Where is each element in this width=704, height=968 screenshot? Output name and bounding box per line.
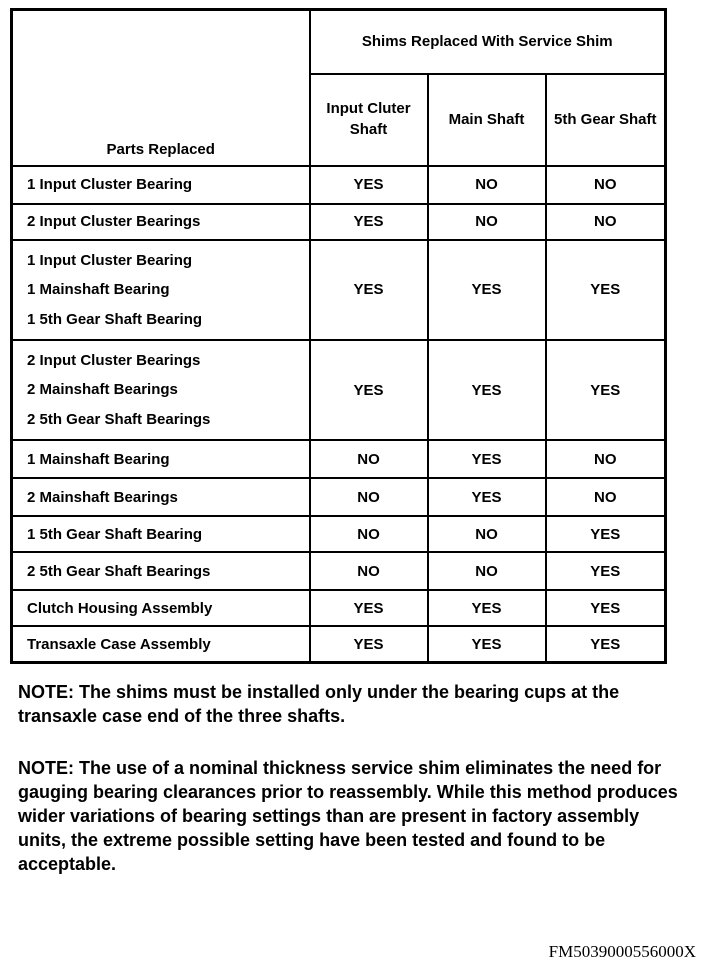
part-line: Transaxle Case Assembly	[27, 635, 211, 653]
part-line: 2 Input Cluster Bearings	[27, 352, 201, 370]
table-row	[12, 552, 666, 590]
shim-value-cell: NO	[428, 204, 546, 240]
parts-replaced-cell	[12, 340, 310, 440]
part-line: 1 Mainshaft Bearing	[27, 281, 170, 299]
parts-replaced-cell	[12, 166, 310, 204]
shim-value-cell: YES	[546, 626, 666, 662]
shim-value-cell: YES	[428, 590, 546, 626]
table-row	[12, 440, 666, 478]
shim-value-cell: YES	[546, 552, 666, 590]
table-row	[12, 516, 666, 552]
part-line: 1 Input Cluster Bearing	[27, 176, 193, 194]
shim-value-cell: NO	[546, 440, 666, 478]
shim-value-cell: NO	[428, 166, 546, 204]
parts-replaced-cell	[12, 552, 310, 590]
shim-value-cell: NO	[310, 552, 428, 590]
part-line: 1 5th Gear Shaft Bearing	[27, 310, 203, 328]
shim-value-cell: YES	[310, 204, 428, 240]
column-header-main-shaft: Main Shaft	[428, 74, 546, 166]
table-row	[12, 340, 666, 440]
shim-value-cell: YES	[428, 240, 546, 340]
table-row	[12, 204, 666, 240]
parts-replaced-cell	[12, 440, 310, 478]
shim-replacement-table	[10, 8, 667, 664]
parts-replaced-cell	[12, 478, 310, 516]
shim-value-cell: YES	[546, 340, 666, 440]
shim-value-cell: YES	[310, 240, 428, 340]
shim-value-cell: YES	[428, 340, 546, 440]
shim-value-cell: NO	[428, 516, 546, 552]
note-shim-location: NOTE: The shims must be installed only under the bearing cups at the transaxle case end of the three shafts.	[18, 682, 620, 727]
parts-replaced-header: Parts Replaced	[12, 10, 310, 166]
shim-value-cell: NO	[310, 516, 428, 552]
note-nominal-shim: NOTE: The use of a nominal thickness service shim eliminates the need for gauging bearing clearances prior to reassembly. While this method produces wider variations of bearing settings than are present in factory assembly units, the extreme possible setting have been tested and found to be acceptable.	[18, 758, 678, 875]
part-line: 2 Mainshaft Bearings	[27, 381, 178, 399]
table-body	[12, 166, 666, 663]
shim-value-cell: NO	[310, 440, 428, 478]
table-row	[12, 240, 666, 340]
parts-replaced-cell	[12, 590, 310, 626]
figure-id: FM5039000556000X	[548, 942, 696, 961]
shim-value-cell: YES	[428, 626, 546, 662]
shim-value-cell: NO	[546, 478, 666, 516]
column-header-5th-gear-shaft: 5th Gear Shaft	[546, 74, 666, 166]
table-row	[12, 166, 666, 204]
parts-replaced-cell	[12, 204, 310, 240]
part-line: 2 Input Cluster Bearings	[27, 213, 201, 231]
part-line: 2 5th Gear Shaft Bearings	[27, 410, 211, 428]
parts-replaced-cell	[12, 240, 310, 340]
shim-value-cell: YES	[546, 516, 666, 552]
shim-value-cell: YES	[310, 590, 428, 626]
part-line: 1 Mainshaft Bearing	[27, 450, 170, 468]
shim-value-cell: NO	[546, 166, 666, 204]
shim-value-cell: NO	[310, 478, 428, 516]
column-header-input-cluster-shaft: Input Cluter Shaft	[310, 74, 428, 166]
shim-value-cell: YES	[310, 166, 428, 204]
part-line: 1 5th Gear Shaft Bearing	[27, 525, 203, 543]
parts-replaced-cell	[12, 516, 310, 552]
shim-value-cell: YES	[428, 440, 546, 478]
shim-value-cell: YES	[310, 626, 428, 662]
table-row	[12, 590, 666, 626]
part-line: 2 Mainshaft Bearings	[27, 488, 178, 506]
part-line: Clutch Housing Assembly	[27, 599, 213, 617]
shim-value-cell: YES	[428, 478, 546, 516]
table-row	[12, 478, 666, 516]
part-line: 1 Input Cluster Bearing	[27, 252, 193, 270]
shim-value-cell: NO	[546, 204, 666, 240]
shim-value-cell: YES	[546, 240, 666, 340]
parts-replaced-cell	[12, 626, 310, 662]
shim-value-cell: YES	[310, 340, 428, 440]
shim-value-cell: YES	[546, 590, 666, 626]
table-row	[12, 626, 666, 662]
part-line: 2 5th Gear Shaft Bearings	[27, 562, 211, 580]
shim-value-cell: NO	[428, 552, 546, 590]
shims-replaced-group-header: Shims Replaced With Service Shim	[310, 10, 666, 74]
